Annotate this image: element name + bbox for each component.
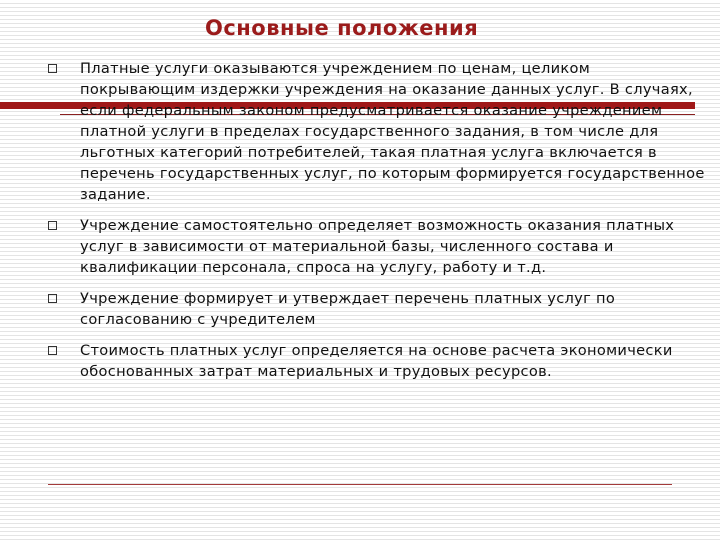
slide-title: Основные положения xyxy=(205,16,479,40)
bullet-item xyxy=(46,340,706,382)
bullet-text: Платные услуги оказываются учреждением по ценам, целиком покрывающим издержки учреждения на оказание данных услуг. В случаях, если федеральным законом предусматривается оказание учреждением платной услуги в пределах государственного задания, в том числе для льготных категорий потребителей, такая платная услуга включается в перечень государственных услуг, по которым формируется государственное задание. xyxy=(80,60,705,203)
bullet-text: Стоимость платных услуг определяется на основе расчета экономически обоснованных затрат материальных и трудовых ресурсов. xyxy=(80,342,673,380)
bullet-item xyxy=(46,288,706,330)
footer-divider xyxy=(48,484,672,485)
bullet-list xyxy=(46,58,706,392)
square-bullet-icon xyxy=(48,294,57,303)
bullet-item xyxy=(46,215,706,278)
square-bullet-icon xyxy=(48,221,57,230)
bullet-item xyxy=(46,58,706,205)
bullet-text: Учреждение формирует и утверждает перечень платных услуг по согласованию с учредителем xyxy=(80,290,616,328)
square-bullet-icon xyxy=(48,64,57,73)
bullet-text: Учреждение самостоятельно определяет возможность оказания платных услуг в зависимости от материальной базы, численного состава и квалификации персонала, спроса на услугу, работу и т.д. xyxy=(80,217,675,276)
square-bullet-icon xyxy=(48,346,57,355)
